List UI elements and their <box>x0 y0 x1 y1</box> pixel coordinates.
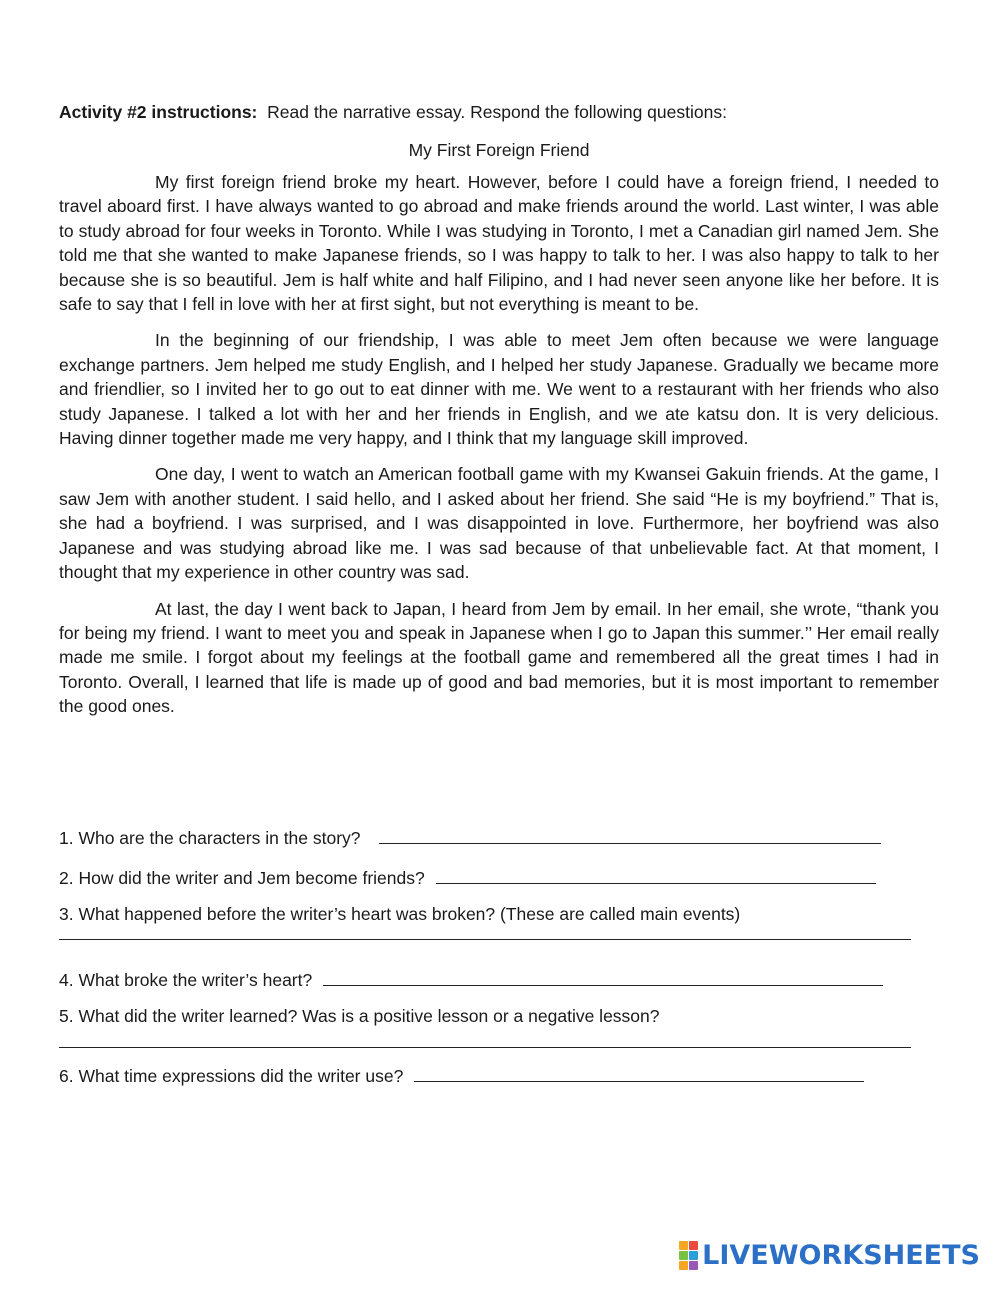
question-5 <box>59 1004 911 1028</box>
logo-blocks-icon <box>679 1241 698 1270</box>
question-2-text: 2. How did the writer and Jem become friends? <box>59 868 425 888</box>
question-6 <box>59 1064 911 1088</box>
instructions-label: Activity #2 instructions: <box>59 102 258 122</box>
essay-paragraph-1: My first foreign friend broke my heart. However, before I could have a foreign friend, I needed to travel aboard first. I have always wanted to go abroad and make friends around the world. Last winter, I was able to study abroad for four weeks in Toronto. While I was studying in Toronto, I met a Canadian girl named Jem. She told me that she wanted to make Japanese friends, so I was happy to talk to her. I was also happy to talk to her because she is so beautiful. Jem is half white and half Filipino, and I had never seen anyone like her before. It is safe to say that I fell in love with her at first sight, but not everything is meant to be. <box>59 172 939 315</box>
question-5-text: 5. What did the writer learned? Was is a positive lesson or a negative lesson? <box>59 1006 660 1026</box>
activity-instructions <box>59 100 939 124</box>
question-4-text: 4. What broke the writer’s heart? <box>59 970 313 990</box>
logo-text: LIVEWORKSHEETS <box>702 1240 980 1271</box>
question-2-answer-line[interactable] <box>436 866 876 884</box>
essay-paragraph-2: In the beginning of our friendship, I was able to meet Jem often because we were language exchange partners. Jem helped me study English, and I helped her study Japanese. Gradually we became more and friendlier, so I invited her to go out to eat dinner with me. We went to a restaurant with her friends who also study Japanese. I talked a lot with her and her friends in English, and we ate katsu don. It is very delicious. Having dinner together made me very happy, and I think that my language skill improved. <box>59 330 939 449</box>
question-4 <box>59 968 911 992</box>
question-2 <box>59 866 911 890</box>
question-1 <box>59 826 911 850</box>
essay-paragraph-3: One day, I went to watch an American football game with my Kwansei Gakuin friends. At the game, I saw Jem with another student. I said hello, and I asked about her friend. She said “He is my boyfriend.” That is, she had a boyfriend. I was surprised, and I was disappointed in love. Furthermore, her boyfriend was also Japanese and was studying abroad like me. I was sad because of that unbelievable fact. At that moment, I thought that my experience in other country was sad. <box>59 464 939 583</box>
question-list <box>59 826 911 1088</box>
question-6-text: 6. What time expressions did the writer use? <box>59 1066 404 1086</box>
question-6-answer-line[interactable] <box>414 1064 864 1082</box>
essay-paragraph-4: At last, the day I went back to Japan, I heard from Jem by email. In her email, she wrote, “thank you for being my friend. I want to meet you and speak in Japanese when I go to Japan this summer.’’ Her email really made me smile. I forgot about my feelings at the football game and remembered all the great times I had in Toronto. Overall, I learned that life is made up of good and bad memories, but it is most important to remember the good ones. <box>59 598 939 717</box>
essay-title: My First Foreign Friend <box>408 140 590 160</box>
question-1-text: 1. Who are the characters in the story? <box>59 828 361 848</box>
question-3-text: 3. What happened before the writer’s heart was broken? (These are called main events) <box>59 904 741 924</box>
question-3 <box>59 902 911 926</box>
question-5-answer-line[interactable] <box>59 1046 911 1048</box>
question-1-answer-line[interactable] <box>379 826 881 844</box>
liveworksheets-logo <box>679 1240 980 1271</box>
instructions-text: Read the narrative essay. Respond the following questions: <box>267 102 727 122</box>
question-3-answer-line[interactable] <box>59 938 911 940</box>
worksheet-page <box>59 100 939 731</box>
question-4-answer-line[interactable] <box>323 968 883 986</box>
